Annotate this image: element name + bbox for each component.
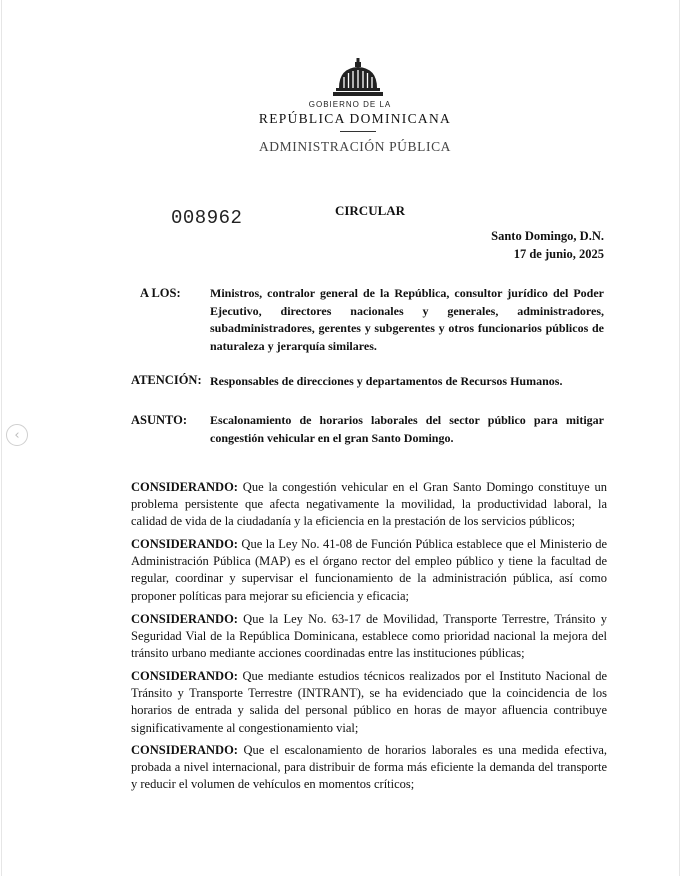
subject-text: Escalonamiento de horarios laborales del sector público para mitigar congestión vehicular en el gran Santo Domingo. bbox=[210, 413, 604, 445]
considerando-text: Que mediante estudios técnicos realizados por el Instituto Nacional de Tránsito y Transporte Terrestre (INTRANT), se ha evidenciado que la coincidencia de los horarios de entrada y salida del personal público en horas de mayor afluencia contribuye significativamente al congestionamiento vial; bbox=[131, 669, 607, 735]
attention-label: ATENCIÓN: bbox=[131, 373, 202, 387]
considerando-text: Que la congestión vehicular en el Gran Santo Domingo constituye un problema persistente que afecta negativamente la movilidad, la productividad laboral, la calidad de vida de la ciudadanía y la eficiencia en la prestación de los servicios públicos; bbox=[131, 480, 607, 529]
addressees-text: Ministros, contralor general de la República, consultor jurídico del Poder Ejecutivo, directores nacionales y generales, administradores, subadministradores, gerentes y subgerentes y otros funcionarios públicos de naturaleza y jerarquía similares. bbox=[210, 286, 604, 353]
considerando-paragraph bbox=[131, 742, 607, 794]
attention-text: Responsables de direcciones y departamentos de Recursos Humanos. bbox=[210, 374, 563, 388]
ministry-name: ADMINISTRACIÓN PÚBLICA bbox=[258, 139, 452, 154]
considerando-keyword: CONSIDERANDO: bbox=[131, 743, 238, 757]
chevron-left-icon: ‹ bbox=[14, 427, 20, 443]
considerando-paragraph bbox=[131, 479, 607, 531]
capitol-dome-logo bbox=[333, 58, 383, 98]
considerando-keyword: CONSIDERANDO: bbox=[131, 537, 238, 551]
place-and-date bbox=[491, 227, 604, 263]
document-title: CIRCULAR bbox=[334, 203, 406, 218]
considerando-text: Que el escalonamiento de horarios laborales es una medida efectiva, probada a nivel internacional, para distribuir de forma más eficiente la demanda del transporte y reducir el volumen de vehículos en momentos críticos; bbox=[131, 743, 607, 792]
considerando-keyword: CONSIDERANDO: bbox=[131, 612, 238, 626]
subject-label: ASUNTO: bbox=[131, 413, 188, 427]
considerando-paragraph bbox=[131, 611, 607, 663]
government-line: GOBIERNO DE LA bbox=[308, 100, 392, 109]
header-divider bbox=[340, 131, 376, 132]
addressees-label: A LOS: bbox=[140, 286, 181, 300]
place: Santo Domingo, D.N. bbox=[491, 229, 604, 243]
country-name: REPÚBLICA DOMINICANA bbox=[258, 111, 452, 126]
previous-page-button[interactable] bbox=[6, 424, 28, 446]
considerando-paragraph bbox=[131, 668, 607, 737]
considerando-text: Que la Ley No. 63-17 de Movilidad, Transporte Terrestre, Tránsito y Seguridad Vial de la República Dominicana, establece como prioridad nacional la mejora del tránsito urbano mediante acciones coordinadas entre las instituciones públicas; bbox=[131, 612, 607, 661]
considerando-paragraph bbox=[131, 536, 607, 605]
considerando-keyword: CONSIDERANDO: bbox=[131, 669, 238, 683]
circular-number: 008962 bbox=[171, 207, 243, 229]
considerando-keyword: CONSIDERANDO: bbox=[131, 480, 238, 494]
date: 17 de junio, 2025 bbox=[513, 247, 604, 261]
considerando-text: Que la Ley No. 41-08 de Función Pública establece que el Ministerio de Administración Pública (MAP) es el órgano rector del empleo público y tiene la facultad de regular, coordinar y supervisar el funcionamiento de la administración pública, así como proponer políticas para mejorar su eficiencia y eficacia; bbox=[131, 537, 607, 603]
